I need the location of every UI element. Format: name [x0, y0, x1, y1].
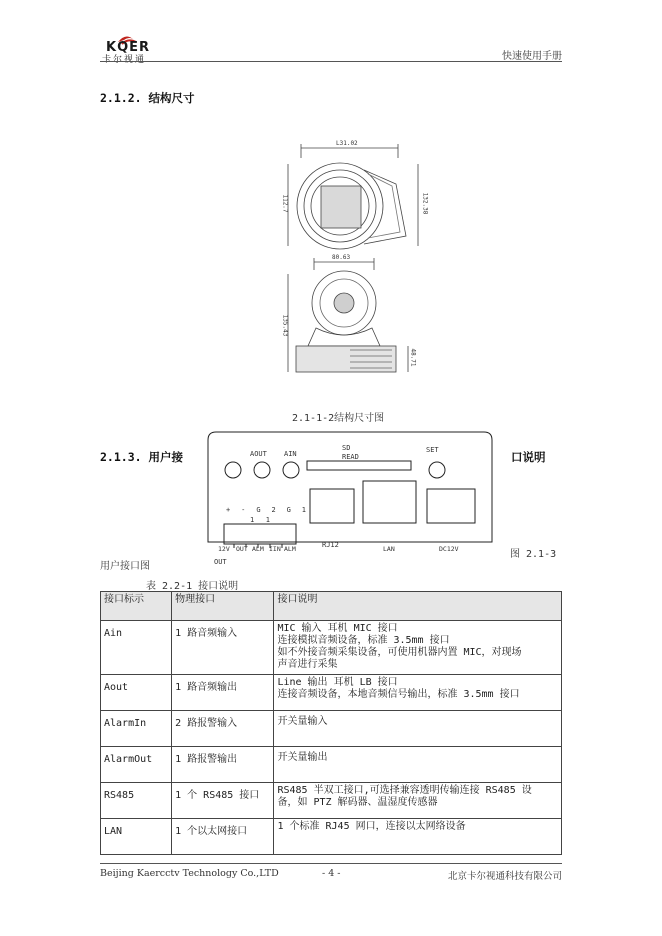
cell-physical: 1 个以太网接口 — [172, 819, 274, 855]
dim-label-width-top: L31.02 — [336, 140, 358, 147]
pin-label: 2 — [271, 506, 276, 514]
cell-name: LAN — [101, 819, 172, 855]
pin-label: + — [226, 506, 231, 514]
table-header-row — [101, 592, 562, 621]
desc-line: 连接模拟音频设备，标准 3.5mm 接口 — [277, 635, 450, 646]
table-caption: 表 2.2-1 接口说明 — [146, 581, 239, 592]
header-cell-physical: 物理接口 — [172, 592, 274, 621]
section-213-heading-left: 2.1.3. 用户接 — [100, 450, 183, 464]
dimension-drawing — [268, 128, 440, 394]
table-row — [101, 747, 562, 783]
desc-line: 如不外接音频采集设备，可使用机器内置 MIC，对现场 — [277, 647, 522, 658]
footer-right: 北京卡尔视通科技有限公司 — [447, 871, 562, 882]
cell-desc — [274, 783, 562, 819]
desc-line: MIC 输入 耳机 MIC 接口 — [277, 623, 398, 634]
cell-name: AlarmOut — [101, 747, 172, 783]
footer-divider — [100, 863, 562, 864]
rear-panel-diagram — [206, 430, 494, 558]
pin-label: G — [256, 506, 261, 514]
pin-label: 1 — [301, 506, 306, 514]
desc-line: 备，如 PTZ 解码器、温湿度传感器 — [277, 797, 438, 808]
cell-physical: 1 路音频输出 — [172, 675, 274, 711]
panel-label-read: READ — [342, 453, 359, 461]
dim-label-front-height: 135.43 — [281, 314, 289, 337]
section-212-heading: 2.1.2. 结构尺寸 — [100, 91, 195, 105]
panel-label-set: SET — [426, 446, 439, 454]
panel-label-out-bottom: OUT — [214, 558, 227, 566]
panel-pin-labels-top — [226, 506, 306, 514]
cell-name: AlarmIn — [101, 711, 172, 747]
panel-label-dc12v: DC12V — [439, 545, 459, 553]
panel-label-rj12: RJ12 — [322, 541, 339, 549]
cell-physical: 2 路报警输入 — [172, 711, 274, 747]
panel-label-aout: AOUT — [250, 450, 267, 458]
footer-left: Beijing Kaercctv Technology Co.,LTD — [100, 868, 279, 879]
desc-line: Line 输出 耳机 LB 接口 — [277, 677, 398, 688]
header-cell-label: 接口标示 — [101, 592, 172, 621]
logo-subtitle: 卡尔视通 — [102, 55, 147, 65]
panel-label-lan: LAN — [383, 545, 395, 553]
header-cell-desc: 接口说明 — [274, 592, 562, 621]
pin-label: 1 — [250, 516, 255, 524]
page-number: - 4 - — [322, 868, 341, 879]
cell-name: Aout — [101, 675, 172, 711]
desc-line: 连接音频设备，本地音频信号输出，标准 3.5mm 接口 — [277, 689, 520, 700]
panel-label-sd: SD — [342, 444, 351, 452]
panel-label-ain: AIN — [284, 450, 297, 458]
table-row — [101, 783, 562, 819]
table-row — [101, 711, 562, 747]
cell-physical: 1 个 RS485 接口 — [172, 783, 274, 819]
dim-label-height-right: 132.38 — [421, 192, 429, 215]
cell-desc — [274, 819, 562, 855]
panel-label-alm-1: ALM — [252, 545, 264, 553]
cell-desc — [274, 747, 562, 783]
cell-desc — [274, 621, 562, 675]
cell-desc — [274, 711, 562, 747]
cell-desc — [274, 675, 562, 711]
dimension-figure-caption: 2.1-1-2结构尺寸图 — [292, 413, 385, 424]
cell-physical: 1 路报警输出 — [172, 747, 274, 783]
panel-label-out: OUT — [236, 545, 248, 553]
desc-line: 声音进行采集 — [277, 659, 338, 670]
header-title: 快速使用手册 — [502, 51, 562, 62]
desc-line: 开关量输出 — [277, 752, 328, 763]
panel-label-12v: 12V — [218, 545, 230, 553]
table-row — [101, 675, 562, 711]
section-213-heading-right: 口说明 — [511, 450, 546, 464]
table-row — [101, 621, 562, 675]
table-row — [101, 819, 562, 855]
pin-label: - — [241, 506, 246, 514]
dim-label-base-height: 48.71 — [409, 348, 417, 367]
logo-text: KQER — [106, 40, 151, 55]
desc-line: RS485 半双工接口,可选择兼容透明传输连接 RS485 设 — [277, 785, 532, 796]
panel-pin-labels-mid — [250, 516, 270, 524]
panel-label-alm-2: ALM — [284, 545, 296, 553]
dim-label-height-left: 112.7 — [281, 194, 289, 213]
cell-name: RS485 — [101, 783, 172, 819]
header-divider — [100, 61, 562, 62]
figure-213-ref: 图 2.1-3 — [510, 549, 557, 560]
desc-line: 开关量输入 — [277, 716, 328, 727]
pin-label: 1 — [265, 516, 270, 524]
panel-label-iin: IIN — [269, 545, 281, 553]
cell-name: Ain — [101, 621, 172, 675]
dim-label-width-front: 80.63 — [332, 254, 351, 261]
interface-table — [100, 591, 562, 855]
desc-line: 1 个标准 RJ45 网口，连接以太网络设备 — [277, 821, 466, 832]
company-logo — [100, 30, 164, 65]
pin-label: G — [286, 506, 291, 514]
figure-213-label: 用户接口图 — [100, 561, 150, 572]
cell-physical: 1 路音频输入 — [172, 621, 274, 675]
